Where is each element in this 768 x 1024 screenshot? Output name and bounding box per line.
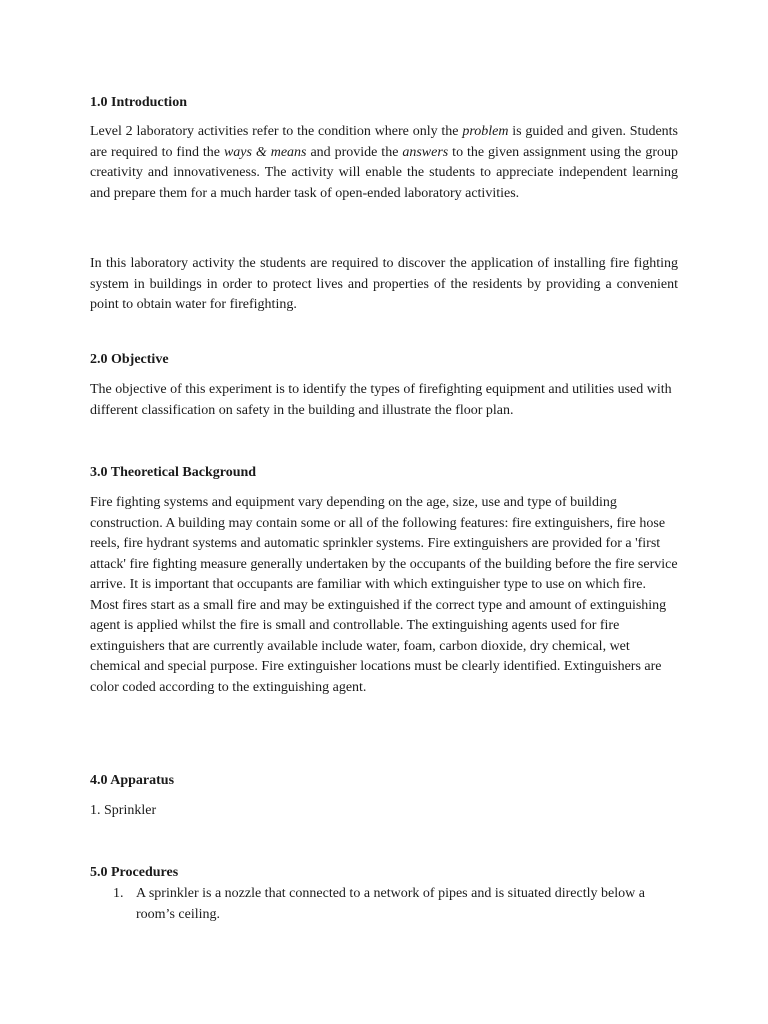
introduction-heading: 1.0 Introduction <box>90 95 187 110</box>
intro-p1-answers: answers <box>402 144 449 160</box>
procedure-item-text: A sprinkler is a nozzle that connected to a network of pipes and is situated directly below a room’s ceiling. <box>136 886 645 922</box>
objective-paragraph: The objective of this experiment is to identify the types of firefighting equipment and utilities used with different classification on safety in the building and illustrate the floor plan. <box>90 382 672 418</box>
procedure-list-item <box>113 884 679 925</box>
procedure-item-number: 1. <box>113 886 124 901</box>
introduction-paragraph-1 <box>90 122 678 204</box>
procedures-heading: 5.0 Procedures <box>90 865 179 880</box>
intro-p1-text-d: to the given assignment using the group creativity and innovativeness. The activity will enable the students to appreciate independent learning and prepare them for a much harder task of open-ended laboratory activities. <box>90 144 678 201</box>
introduction-paragraph-2: In this laboratory activity the students are required to discover the application of installing fire fighting system in buildings in order to protect lives and properties of the residents by providing a convenient point to obtain water for firefighting. <box>90 256 678 312</box>
intro-p1-text-c: and provide the <box>306 144 403 160</box>
intro-p1-text-a: Level 2 laboratory activities refer to the condition where only the <box>90 124 463 139</box>
apparatus-item-1: 1. Sprinkler <box>90 803 157 818</box>
intro-p1-text-b: is guided and given. Students are required to find the <box>90 124 678 160</box>
theoretical-background-paragraph: Fire fighting systems and equipment vary depending on the age, size, use and type of building construction. A building may contain some or all of the following features: fire extinguishers, fire hose reels, fire hydrant systems and automatic sprinkler systems. Fire extinguishers are provided for a 'first attack' fire fighting measure generally undertaken by the occupants of the building before the fire service arrive. It is important that occupants are familiar with which extinguisher type to use on which fire. Most fires start as a small fire and may be extinguished if the correct type and amount of extinguishing agent is applied whilst the fire is small and controllable. The extinguishing agents used for fire extinguishers that are currently available include water, foam, carbon dioxide, dry chemical, wet chemical and special purpose. Fire extinguisher locations must be clearly identified. Extinguishers are color coded according to the extinguishing agent. <box>90 495 678 695</box>
objective-heading: 2.0 Objective <box>90 352 169 367</box>
apparatus-heading: 4.0 Apparatus <box>90 773 175 788</box>
intro-p1-ways-means: ways & means <box>223 144 307 160</box>
theoretical-background-heading: 3.0 Theoretical Background <box>90 465 257 480</box>
intro-p1-problem: problem <box>462 124 509 139</box>
